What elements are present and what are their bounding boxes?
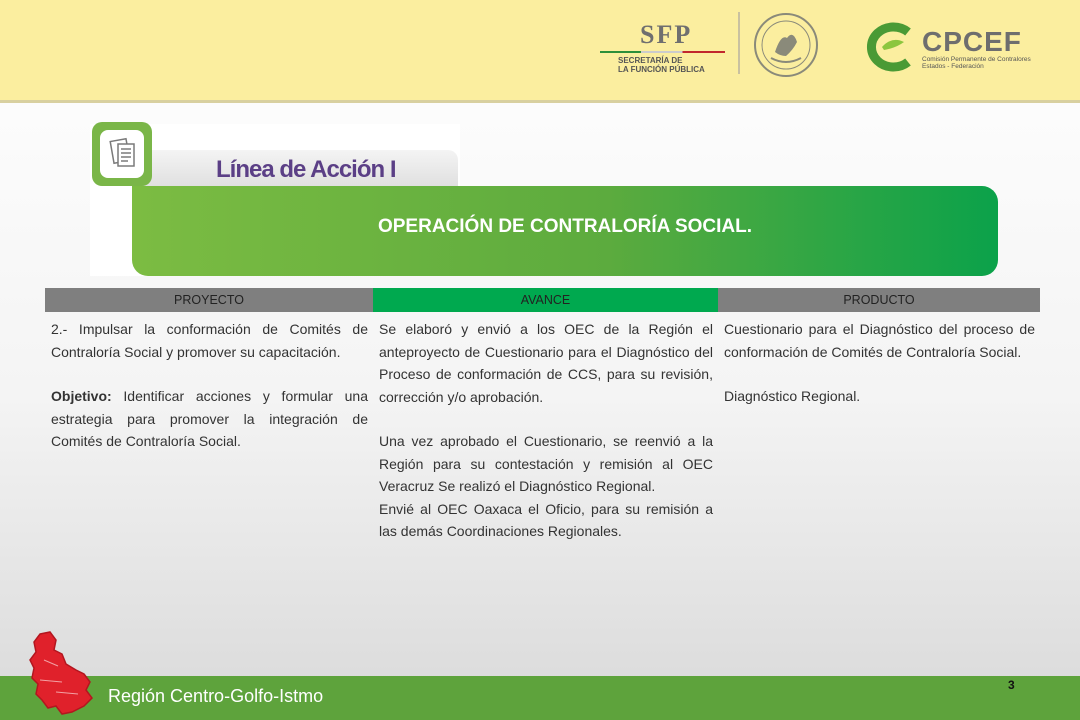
proyecto-description: 2.- Impulsar la conformación de Comités de Contraloría Social y promover su capacitación.: [51, 321, 368, 360]
cpcef-subtitle-line1: Comisión Permanente de Contralores: [922, 56, 1031, 63]
region-label: Región Centro-Golfo-Istmo: [108, 686, 324, 706]
sfp-title: SFP: [640, 20, 693, 49]
cell-producto: [718, 312, 1040, 543]
sfp-subtitle-line1: SECRETARÍA DE: [618, 56, 683, 65]
documents-icon: [100, 130, 144, 178]
objective-text: Identificar acciones y formular una estrategia para promover la integración de Comités de Contraloría Social.: [51, 388, 368, 449]
avance-paragraph-3: Envié al OEC Oaxaca el Oficio, para su remisión a las demás Coordinaciones Regionales.: [379, 500, 713, 539]
spacer: [724, 363, 1035, 385]
objective-label: Objetivo:: [51, 388, 112, 404]
spacer: [51, 363, 368, 385]
sfp-logo: [600, 20, 730, 76]
cpcef-emblem-icon: [862, 22, 918, 72]
cpcef-subtitle-line2: Estados - Federación: [922, 63, 984, 70]
region-map-icon: [26, 630, 96, 716]
sfp-subtitle: [618, 56, 705, 74]
section-tab-title: Línea de Acción I: [216, 156, 396, 183]
producto-paragraph-2: Diagnóstico Regional.: [724, 388, 861, 404]
spacer: [379, 408, 713, 430]
header-proyecto: PROYECTO: [45, 288, 373, 312]
cpcef-logo: [862, 22, 1052, 72]
page-number: 3: [1008, 678, 1015, 692]
mexico-seal-icon: [753, 12, 819, 78]
header-bar: [0, 0, 1080, 103]
cell-proyecto: [45, 312, 373, 543]
avance-paragraph-1: Se elaboró y envió a los OEC de la Región el anteproyecto de Cuestionario para el Diagnóstico del Proceso de conformación de CCS, para su revisión, corrección y/o aprobación.: [379, 321, 713, 405]
cell-avance: [373, 312, 718, 543]
section-banner: [132, 186, 998, 276]
producto-paragraph-1: Cuestionario para el Diagnóstico del proceso de conformación de Comités de Contraloría Social.: [724, 321, 1035, 360]
cpcef-title: CPCEF: [922, 26, 1022, 57]
cpcef-subtitle: [922, 56, 1031, 70]
sfp-subtitle-line2: LA FUNCIÓN PÚBLICA: [618, 65, 705, 74]
proyecto-objective: [51, 385, 368, 453]
avance-paragraph-2: Una vez aprobado el Cuestionario, se reenvió a la Región para su contestación y remisión al OEC Veracruz Se realizó el Diagnóstico Regional.: [379, 433, 713, 494]
table-row: [45, 312, 1040, 543]
sfp-tricolor-line: [600, 51, 725, 53]
progress-table: [45, 288, 1040, 543]
header-producto: PRODUCTO: [718, 288, 1040, 312]
banner-title: OPERACIÓN DE CONTRALORÍA SOCIAL.: [377, 216, 753, 237]
section-icon-inner: [100, 130, 144, 178]
footer-bar: [0, 676, 1080, 720]
section-icon-frame: [92, 122, 152, 186]
table-header-row: [45, 288, 1040, 312]
header-divider: [738, 12, 740, 74]
header-avance: AVANCE: [373, 288, 718, 312]
